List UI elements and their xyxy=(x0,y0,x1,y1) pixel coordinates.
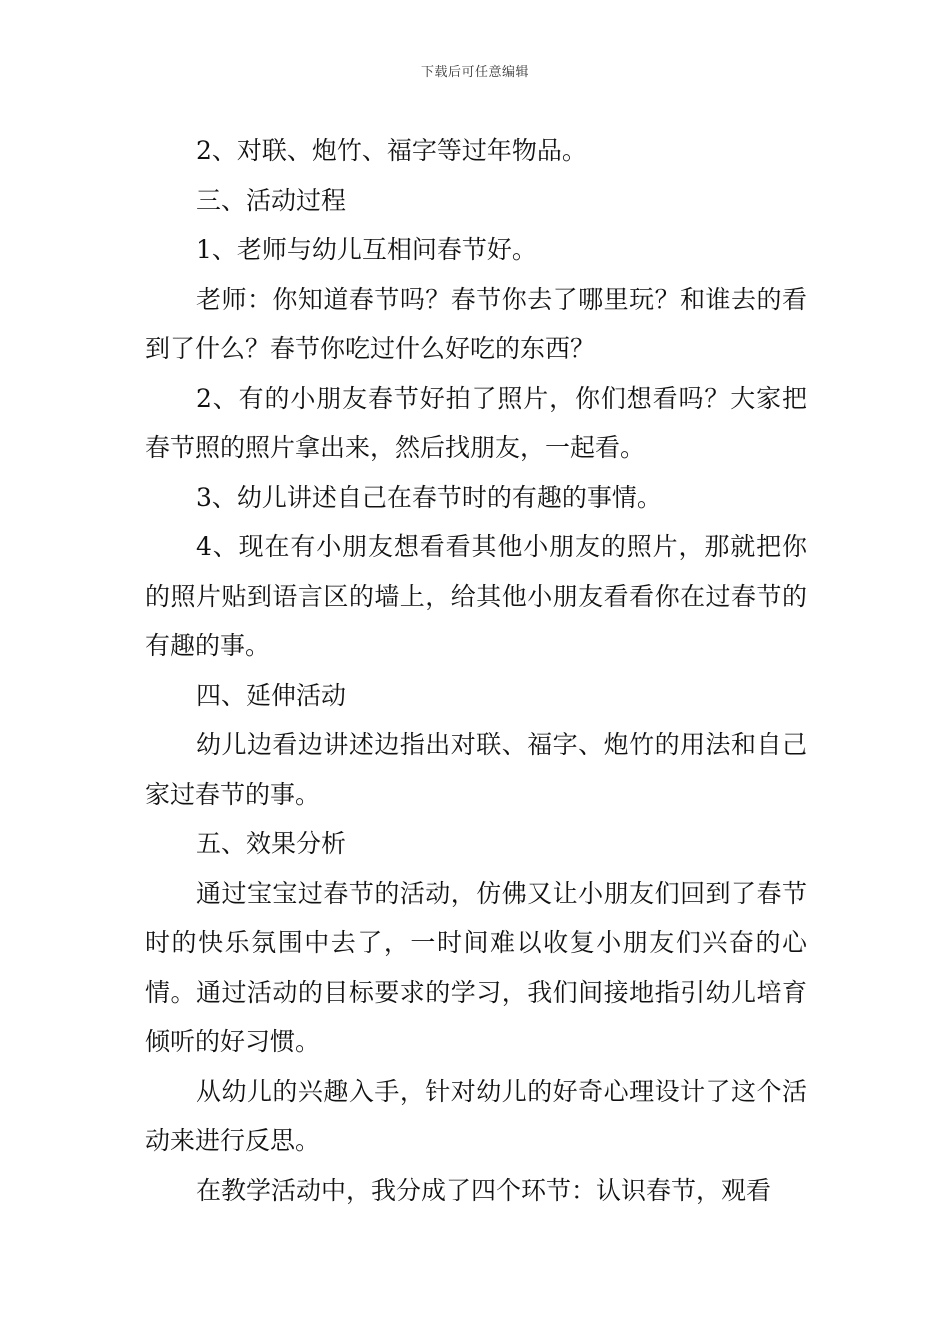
paragraph-analysis: 通过宝宝过春节的活动，仿佛又让小朋友们回到了春节时的快乐氛围中去了，一时间难以收复小朋友们兴奋的心情。通过活动的目标要求的学习，我们间接地指引幼儿培育倾听的好习惯。 xyxy=(145,878,807,1056)
paragraph-step-1: 1、老师与幼儿互相问春节好。 xyxy=(196,235,537,264)
paragraph-step-4: 4、现在有小朋友想看看其他小朋友的照片，那就把你的照片贴到语言区的墙上，给其他小朋友看看你在过春节的有趣的事。 xyxy=(145,532,807,660)
page-header: 下载后可任意编辑 xyxy=(420,65,529,80)
paragraph-step-2: 2、有的小朋友春节好拍了照片，你们想看吗？大家把春节照的照片拿出来，然后找朋友，一起看。 xyxy=(145,383,807,462)
paragraph-teaching-stages: 在教学活动中，我分成了四个环节：认识春节，观看 xyxy=(196,1175,772,1205)
paragraph-teacher-questions: 老师：你知道春节吗？春节你去了哪里玩？和谁去的看到了什么？春节你吃过什么好吃的东西？ xyxy=(145,284,807,363)
document-body xyxy=(145,126,807,1215)
paragraph-extension: 幼儿边看边讲述边指出对联、福字、炮竹的用法和自己家过春节的事。 xyxy=(145,730,807,809)
paragraph-reflection: 从幼儿的兴趣入手，针对幼儿的好奇心理设计了这个活动来进行反思。 xyxy=(145,1076,807,1155)
heading-activity-process: 三、活动过程 xyxy=(196,185,347,215)
heading-extension-activity: 四、延伸活动 xyxy=(196,680,347,710)
paragraph-materials: 2、对联、炮竹、福字等过年物品。 xyxy=(196,136,587,165)
heading-effect-analysis: 五、效果分析 xyxy=(196,829,347,858)
paragraph-step-3: 3、幼儿讲述自己在春节时的有趣的事情。 xyxy=(196,482,662,512)
